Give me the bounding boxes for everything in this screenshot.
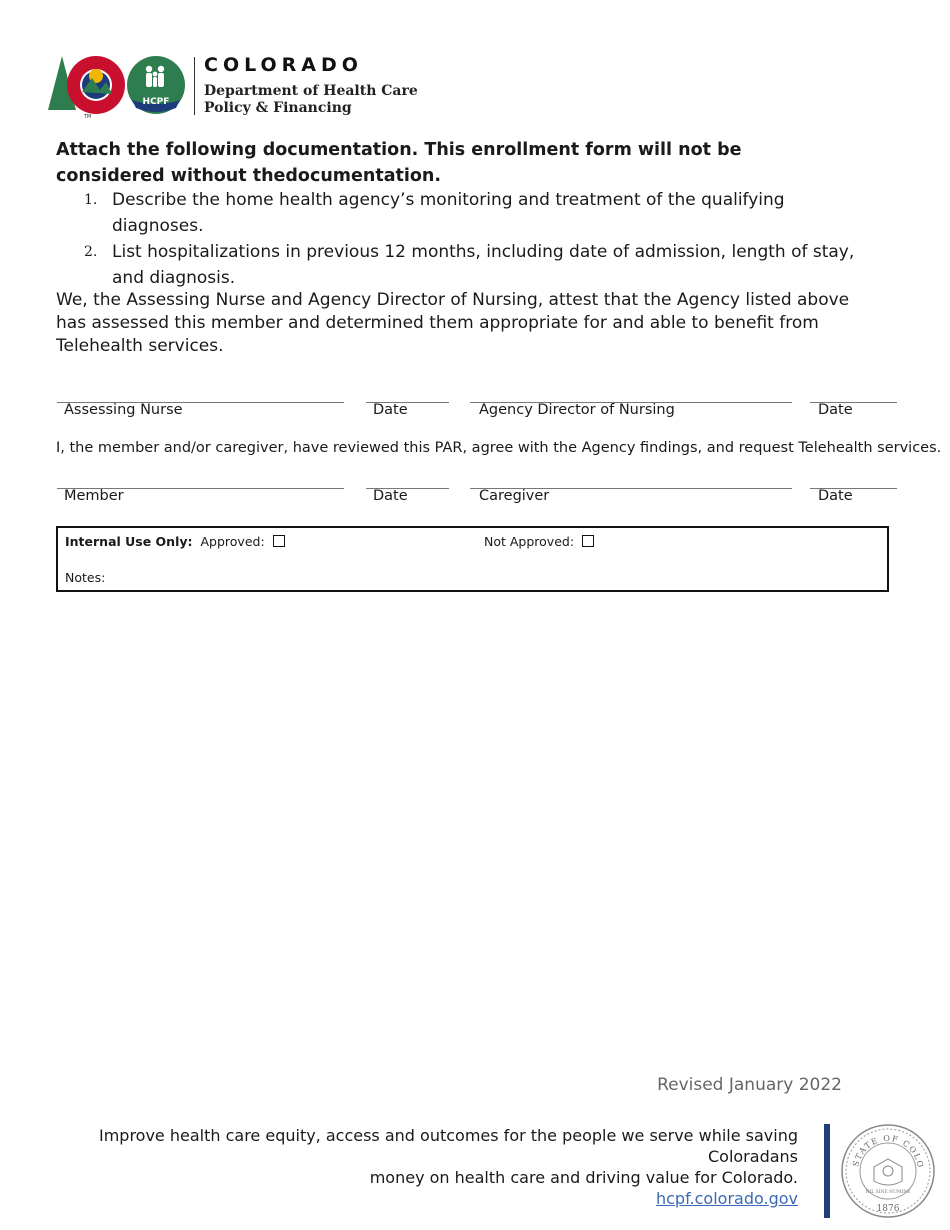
list-item (56, 187, 876, 239)
mission-line-2: money on health care and driving value for Colorado. (369, 1168, 798, 1187)
list-item-number: 2. (84, 244, 98, 260)
svg-text:TM: TM (84, 114, 92, 120)
assessing-nurse-label: Assessing Nurse (64, 402, 183, 418)
approved-label: Approved: (200, 534, 265, 549)
member-label: Member (64, 488, 124, 504)
not-approved-label: Not Approved: (484, 534, 575, 549)
logo-dept-line-2: Policy & Financing (204, 100, 352, 116)
footer-mission (18, 1125, 798, 1209)
svg-text:NIL SINE NUMINE: NIL SINE NUMINE (865, 1190, 911, 1195)
list-item-text: Describe the home health agency’s monitoring and treatment of the qualifying diagnoses. (112, 190, 785, 236)
notes-label[interactable]: Notes: (65, 570, 106, 585)
attestation-statement: We, the Assessing Nurse and Agency Director of Nursing, attest that the Agency listed above has assessed this member and determined them appropriate for and able to benefit from Telehealth services. (56, 290, 850, 356)
logo-dept-line-1: Department of Health Care (204, 83, 418, 99)
date-label: Date (373, 488, 408, 504)
attach-heading: Attach the following documentation. This enrollment form will not be considered without thedocumentation. (56, 140, 742, 186)
date-label: Date (818, 402, 853, 418)
internal-use-box (56, 526, 889, 592)
internal-use-label: Internal Use Only: (65, 534, 193, 549)
approved-checkbox[interactable] (273, 535, 285, 547)
logo-state-name: COLORADO (204, 54, 363, 76)
svg-text:HCPF: HCPF (142, 97, 170, 107)
documentation-list (56, 187, 876, 291)
list-item-text: List hospitalizations in previous 12 months, including date of admission, length of stay, and diagnosis. (112, 242, 855, 288)
mission-line-1: Improve health care equity, access and outcomes for the people we serve while saving Coloradans (98, 1126, 798, 1166)
caregiver-label: Caregiver (479, 488, 550, 504)
logo-divider (194, 57, 195, 115)
date-label: Date (373, 402, 408, 418)
list-item-number: 1. (84, 192, 98, 208)
footer-accent-bar (824, 1124, 830, 1218)
svg-text:STATE OF COLORADO: STATE OF COLO (851, 1133, 926, 1170)
svg-text:1876: 1876 (876, 1204, 900, 1214)
approved-row (65, 534, 285, 549)
colorado-c-logo-icon (48, 52, 198, 124)
director-of-nursing-label: Agency Director of Nursing (479, 402, 675, 418)
website-link[interactable]: hcpf.colorado.gov (655, 1189, 798, 1208)
revised-date: Revised January 2022 (657, 1075, 842, 1095)
member-statement: I, the member and/or caregiver, have reviewed this PAR, agree with the Agency findings, and request Telehealth services. (56, 440, 942, 456)
not-approved-checkbox[interactable] (582, 535, 594, 547)
date-label: Date (818, 488, 853, 504)
state-seal-icon (840, 1123, 936, 1219)
not-approved-row (484, 534, 594, 549)
logo-department-name (204, 83, 418, 117)
list-item (56, 239, 876, 291)
